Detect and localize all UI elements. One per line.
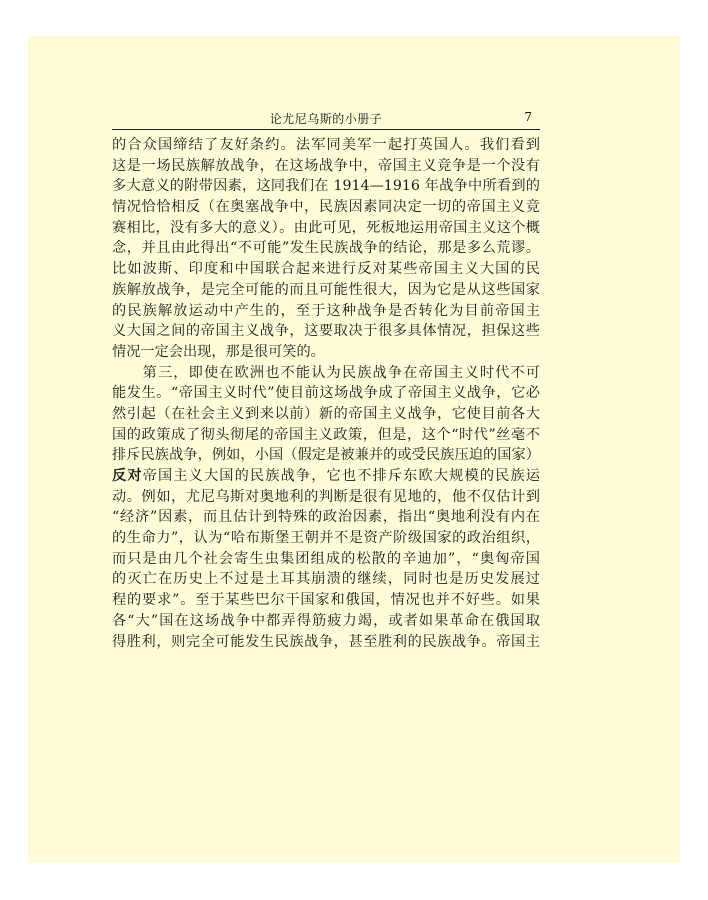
- text-line-17-rest: 帝国主义大国的民族战争，它也不排斥东欧大规模的民族运: [142, 468, 540, 484]
- text-line-11: 情况一定会出现，那是很可笑的。: [112, 343, 325, 360]
- body-text: [112, 135, 540, 652]
- text-line-16: 排斥民族战争，例如，小国（假定是被兼并的或受民族压迫的国家）: [112, 447, 540, 464]
- text-line-25: 得胜利，则完全可能发生民族战争，甚至胜利的民族战争。帝国主: [112, 633, 540, 650]
- running-header: [112, 110, 540, 130]
- text-line-14: 然引起（在社会主义到来以前）新的帝国主义战争，它使目前各大: [112, 405, 540, 422]
- text-line-23: 程的要求”。至于某些巴尔干国家和俄国，情况也并不好些。如果: [112, 592, 540, 609]
- text-line-9: 的民族解放运动中产生的，至于这种战争是否转化为目前帝国主: [112, 302, 540, 319]
- text-line-2: 这是一场民族解放战争，在这场战争中，帝国主义竞争是一个没有: [112, 157, 540, 174]
- text-line-8: 族解放战争，是完全可能的而且可能性很大，因为它是从这些国家: [112, 281, 540, 298]
- text-line-5: 赛相比，没有多大的意义）。由此可见，死板地运用帝国主义这个概: [112, 219, 540, 236]
- text-line-20: 的生命力”，认为“哈布斯堡王朝并不是资产阶级国家的政治组织，: [112, 530, 540, 547]
- text-line-22: 的灭亡在历史上不过是土耳其崩溃的继续，同时也是历史发展过: [112, 571, 540, 588]
- text-line-12: 第三，即使在欧洲也不能认为民族战争在帝国主义时代不可: [112, 364, 540, 381]
- text-line-4: 情况恰恰相反（在奥塞战争中，民族因素同决定一切的帝国主义竞: [112, 199, 540, 216]
- text-line-18: 动。例如，尤尼乌斯对奥地利的判断是很有见地的，他不仅估计到: [112, 488, 540, 505]
- text-line-7: 比如波斯、印度和中国联合起来进行反对某些帝国主义大国的民: [112, 261, 540, 278]
- page-number: 7: [524, 110, 532, 124]
- text-line-15: 国的政策成了彻头彻尾的帝国主义政策，但是，这个“时代”丝毫不: [112, 426, 540, 443]
- text-line-21: 而只是由几个社会寄生虫集团组成的松散的辛迪加”，“奥匈帝国: [112, 550, 540, 567]
- text-line-6: 念，并且由此得出“不可能”发生民族战争的结论，那是多么荒谬。: [112, 240, 540, 257]
- text-line-19: “经济”因素，而且估计到特殊的政治因素，指出“奥地利没有内在: [112, 509, 540, 526]
- header-rule: [112, 129, 540, 130]
- text-line-17: [112, 466, 540, 487]
- running-header-title: 论尤尼乌斯的小册子: [269, 112, 383, 126]
- emphasis-fandui: 反对: [112, 468, 143, 484]
- text-line-13: 能发生。“帝国主义时代”使目前这场战争成了帝国主义战争，它必: [112, 385, 540, 402]
- text-line-24: 各“大”国在这场战争中都弄得筋疲力竭，或者如果革命在俄国取: [112, 612, 540, 629]
- text-line-3: 多大意义的附带因素，这同我们在 1914—1916 年战争中所看到的: [112, 178, 540, 195]
- text-line-1: 的合众国缔结了友好条约。法军同美军一起打英国人。我们看到: [112, 137, 540, 153]
- text-line-10: 义大国之间的帝国主义战争，这要取决于很多具体情况，担保这些: [112, 323, 540, 340]
